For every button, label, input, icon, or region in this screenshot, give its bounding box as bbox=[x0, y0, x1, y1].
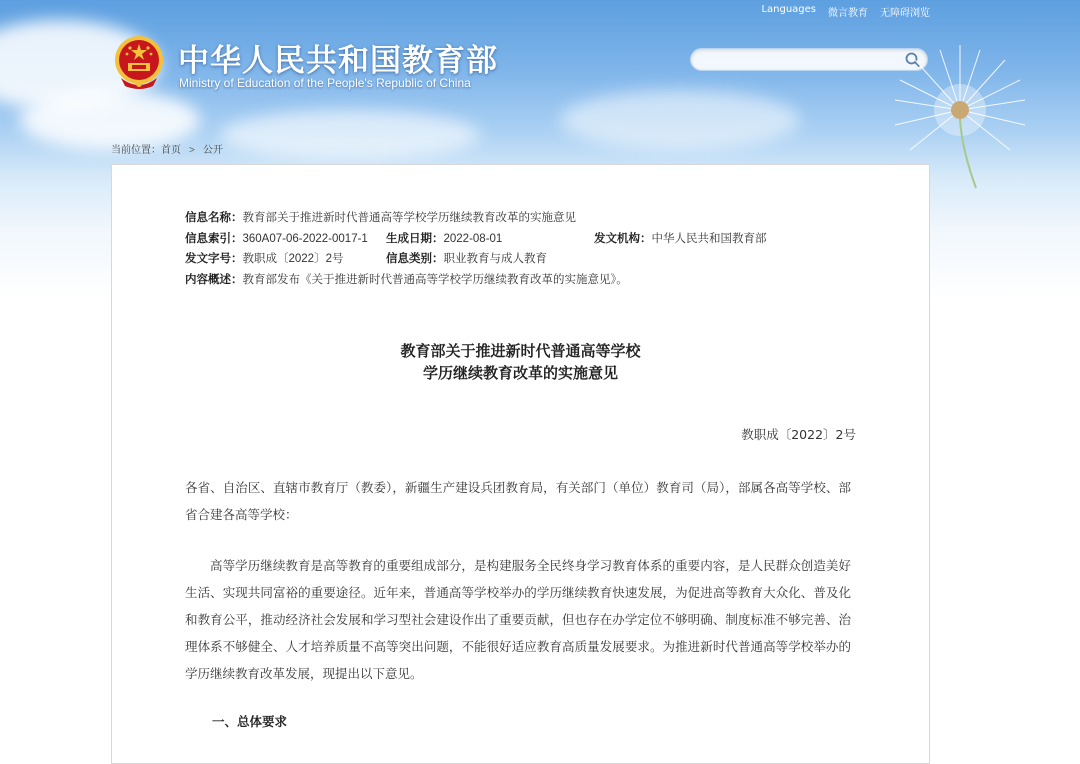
breadcrumb-home-link[interactable]: 首页 bbox=[161, 145, 181, 156]
body-paragraph: 高等学历继续教育是高等教育的重要组成部分，是构建服务全民终身学习教育体系的重要内容，是人民群众创造美好生活、实现共同富裕的重要途径。近年来，普通高等学校举办的学历继续教育快速发展，为促进高等教育大众化、普及化和教育公平，推动经济社会发展和学习型社会建设作出了重要贡献，但也存在办学定位不够明确、制度标准不够完善、治理体系不够健全、人才培养质量不高等突出问题，不能很好适应教育高质量发展要求。为推进新时代普通高等学校举办的学历继续教育改革发展，现提出以下意见。 bbox=[185, 558, 851, 681]
document-title-line1: 教育部关于推进新时代普通高等学校 bbox=[400, 342, 641, 360]
top-links bbox=[761, 4, 930, 19]
info-name-label: 信息名称： bbox=[185, 212, 243, 224]
languages-link[interactable]: Languages bbox=[761, 4, 816, 15]
info-category-label: 信息类别： bbox=[386, 253, 444, 265]
breadcrumb-current-link[interactable]: 公开 bbox=[202, 145, 223, 156]
info-metadata bbox=[185, 208, 767, 290]
document-number: 教职成〔2022〕2号 bbox=[741, 427, 856, 442]
national-emblem-icon[interactable] bbox=[113, 34, 165, 92]
info-summary-label: 内容概述： bbox=[185, 273, 243, 286]
info-name-value: 教育部关于推进新时代普通高等学校学历继续教育改革的实施意见 bbox=[242, 212, 576, 224]
info-org-label: 发文机构： bbox=[594, 232, 652, 245]
info-index-value: 360A07-06-2022-0017-1 bbox=[242, 232, 368, 245]
addressee-paragraph: 各省、自治区、直辖市教育厅（教委），新疆生产建设兵团教育局，有关部门（单位）教育司（局），部属各高等学校、部省合建各高等学校： bbox=[185, 480, 851, 522]
accessible-link[interactable]: 无障碍浏览 bbox=[880, 8, 930, 19]
info-date-value: 2022-08-01 bbox=[443, 232, 503, 245]
document-title bbox=[111, 340, 930, 384]
breadcrumb bbox=[111, 141, 223, 156]
info-docno-label: 发文字号： bbox=[185, 253, 243, 265]
breadcrumb-prefix: 当前位置： bbox=[111, 145, 161, 156]
info-summary-value: 教育部发布《关于推进新时代普通高等学校学历继续教育改革的实施意见》。 bbox=[242, 273, 628, 286]
weibo-link[interactable]: 微言教育 bbox=[828, 8, 868, 19]
info-org-value: 中华人民共和国教育部 bbox=[651, 232, 767, 245]
info-index-label: 信息索引： bbox=[185, 232, 243, 245]
site-subtitle: Ministry of Education of the People's Republic of China bbox=[179, 76, 471, 90]
info-date-label: 生成日期： bbox=[386, 232, 444, 245]
breadcrumb-separator: > bbox=[189, 145, 195, 156]
search-input[interactable] bbox=[699, 50, 903, 73]
document-title-line2: 学历继续教育改革的实施意见 bbox=[422, 364, 618, 382]
site-title[interactable]: 中华人民共和国教育部 bbox=[178, 43, 498, 79]
info-category-value: 职业教育与成人教育 bbox=[443, 253, 547, 265]
info-docno-value: 教职成〔2022〕2号 bbox=[242, 253, 344, 265]
section-heading: 一、总体要求 bbox=[212, 714, 288, 729]
